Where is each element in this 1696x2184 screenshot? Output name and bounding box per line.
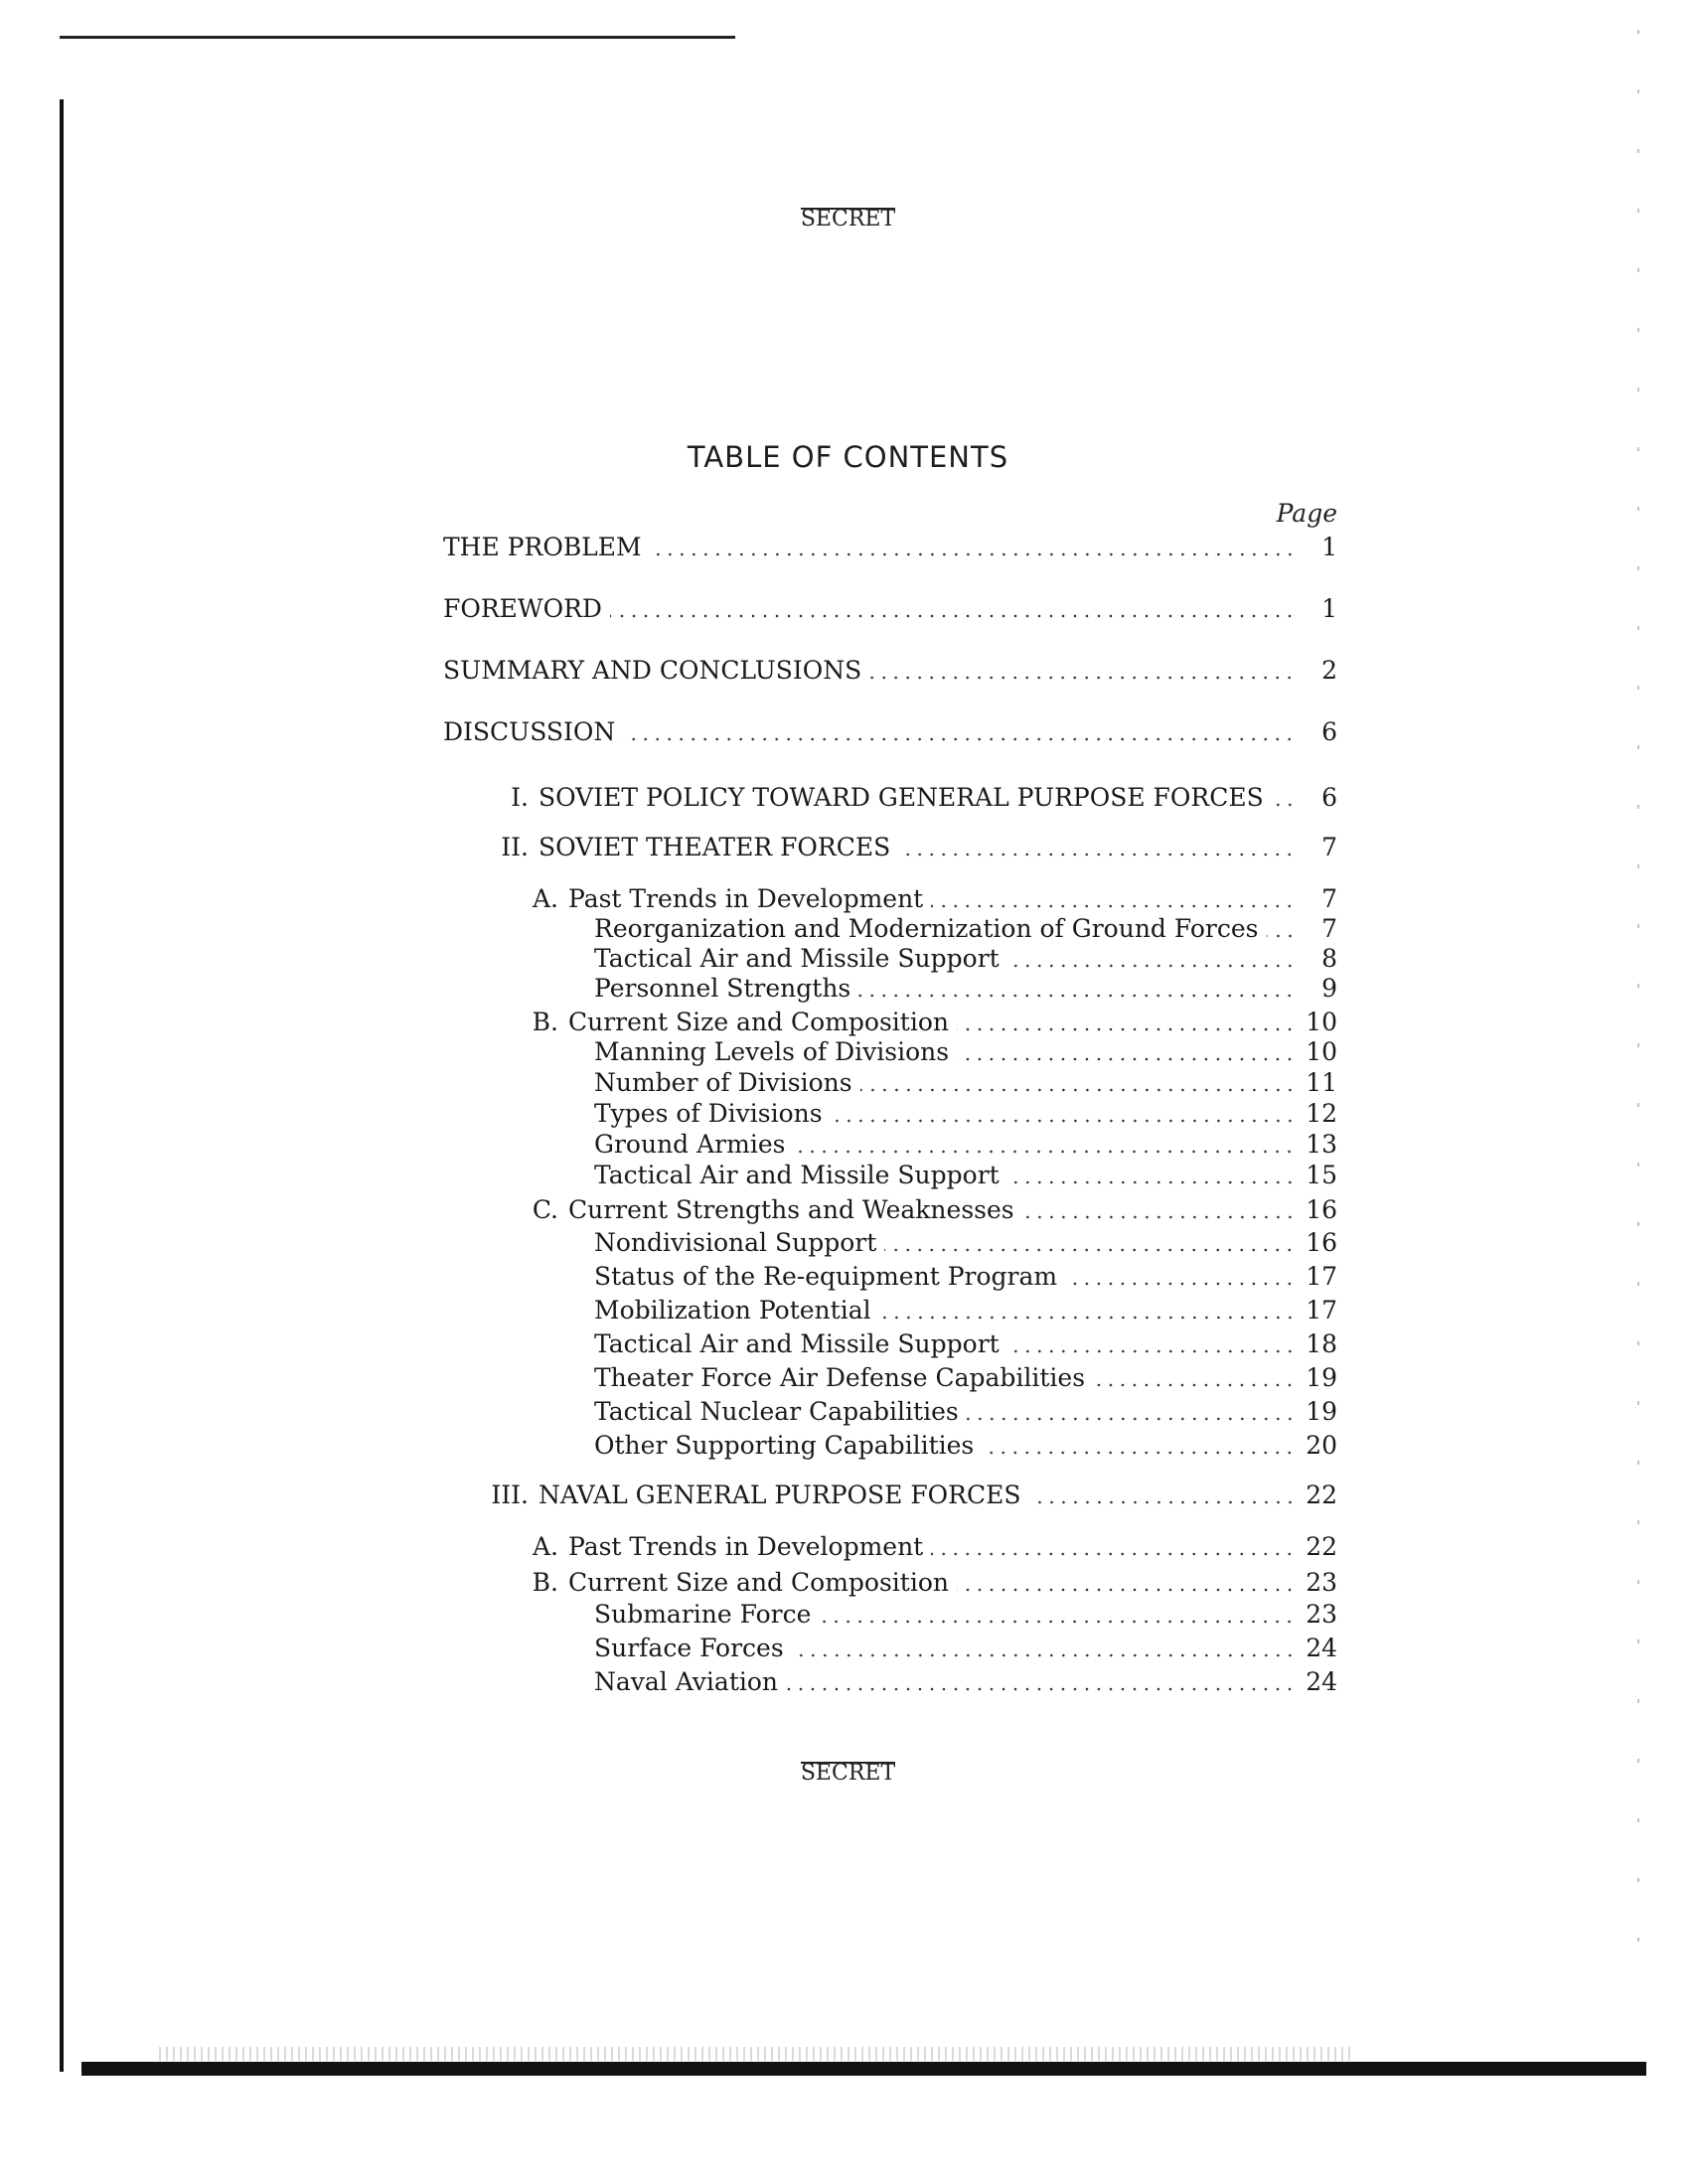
toc-entry-page: 23 — [1306, 1600, 1337, 1629]
toc-entry-page: 1 — [1321, 594, 1337, 623]
dot-leader — [610, 614, 1296, 618]
toc-entry-title: Mobilization Potential — [594, 1296, 871, 1325]
toc-entry-page: 17 — [1306, 1262, 1337, 1291]
toc-entry[interactable] — [467, 1481, 1337, 1510]
toc-entry-title: Manning Levels of Divisions — [594, 1037, 950, 1066]
dot-leader — [623, 737, 1296, 741]
toc-entry[interactable] — [521, 884, 1337, 914]
dot-leader — [884, 1248, 1296, 1252]
toc-entry-title: SUMMARY AND CONCLUSIONS — [443, 656, 862, 685]
toc-entry-page: 17 — [1306, 1296, 1337, 1325]
toc-entry-page: 22 — [1306, 1532, 1337, 1561]
toc-entry-page: 11 — [1306, 1068, 1337, 1097]
toc-entry-page: 7 — [1321, 833, 1337, 861]
dot-leader — [1267, 934, 1297, 938]
toc-entry-page: 6 — [1321, 783, 1337, 812]
toc-entry[interactable] — [433, 717, 1337, 747]
toc-entry-title: NAVAL GENERAL PURPOSE FORCES — [539, 1481, 1021, 1509]
dot-leader — [869, 676, 1296, 680]
page-title: TABLE OF CONTENTS — [687, 440, 1009, 475]
dot-leader — [1272, 803, 1296, 807]
dot-leader — [858, 994, 1296, 998]
dot-leader — [982, 1451, 1296, 1455]
toc-entry-title: Tactical Air and Missile Support — [594, 1329, 1000, 1358]
toc-entry-page: 9 — [1321, 974, 1337, 1003]
dot-leader — [1093, 1383, 1296, 1387]
toc-entry-page: 19 — [1306, 1397, 1337, 1426]
toc-entry-title: THE PROBLEM — [443, 533, 642, 561]
dot-leader — [931, 1552, 1296, 1556]
toc-entry-title: Reorganization and Modernization of Ground Forces — [594, 914, 1259, 943]
toc-entry[interactable] — [594, 1667, 1337, 1697]
toc-entry-page: 7 — [1321, 914, 1337, 943]
toc-entry-title: Other Supporting Capabilities — [594, 1431, 975, 1460]
toc-entry[interactable] — [594, 1228, 1337, 1258]
dot-leader — [898, 853, 1296, 857]
dot-leader — [650, 552, 1296, 556]
toc-entry[interactable] — [594, 1262, 1337, 1292]
dot-leader — [957, 1057, 1296, 1061]
toc-entry-page: 7 — [1321, 884, 1337, 913]
dot-leader — [1065, 1282, 1296, 1286]
dot-leader — [793, 1150, 1296, 1154]
toc-entry-page: 10 — [1306, 1008, 1337, 1036]
toc-entry-title: Status of the Re-equipment Program — [594, 1262, 1058, 1291]
toc-entry-title: Current Size and Composition — [568, 1008, 949, 1036]
dot-leader — [1022, 1215, 1296, 1219]
dot-leader — [957, 1588, 1296, 1592]
toc-entry[interactable] — [467, 833, 1337, 862]
dot-leader — [1029, 1500, 1297, 1504]
toc-entry-page: 23 — [1306, 1568, 1337, 1597]
toc-entry-page: 18 — [1306, 1329, 1337, 1358]
toc-entry-title: Tactical Air and Missile Support — [594, 944, 1000, 973]
toc-entry-title: Current Strengths and Weaknesses — [568, 1195, 1014, 1224]
toc-entry-number: C. — [532, 1195, 558, 1224]
toc-entry-page: 20 — [1306, 1431, 1337, 1460]
toc-entry-page: 16 — [1306, 1228, 1337, 1257]
toc-entry-title: Nondivisional Support — [594, 1228, 877, 1257]
toc-entry-page: 16 — [1306, 1195, 1337, 1224]
dot-leader — [1007, 964, 1296, 968]
footer-classification — [0, 1761, 1696, 1786]
toc-entry[interactable] — [594, 1037, 1337, 1067]
toc-entry[interactable] — [521, 1008, 1337, 1037]
toc-entry[interactable] — [521, 1532, 1337, 1562]
footer-classification-text: SECRET — [800, 1761, 896, 1786]
toc-entry-title: Tactical Nuclear Capabilities — [594, 1397, 959, 1426]
page-column-label: Page — [1276, 499, 1337, 528]
toc-entry-page: 12 — [1306, 1099, 1337, 1128]
toc-entry-title: Submarine Force — [594, 1600, 812, 1629]
dot-leader — [831, 1119, 1296, 1123]
toc-entry-title: SOVIET THEATER FORCES — [539, 833, 891, 861]
toc-entry-number: I. — [511, 783, 529, 812]
toc-entry-title: Types of Divisions — [594, 1099, 823, 1128]
toc-entry-title: Past Trends in Development — [568, 1532, 924, 1561]
dot-leader — [931, 904, 1296, 908]
toc-entry-title: Past Trends in Development — [568, 884, 924, 913]
toc-entry-page: 22 — [1306, 1481, 1337, 1509]
toc-entry-page: 13 — [1306, 1130, 1337, 1159]
toc-entry-page: 15 — [1306, 1161, 1337, 1189]
dot-leader — [957, 1027, 1296, 1031]
toc-entry-title: Personnel Strengths — [594, 974, 851, 1003]
toc-entry[interactable] — [433, 594, 1337, 624]
toc-entry[interactable] — [594, 1161, 1337, 1190]
toc-entry-title: Number of Divisions — [594, 1068, 852, 1097]
toc-entry-number: III. — [491, 1481, 529, 1509]
toc-entry[interactable] — [467, 783, 1337, 813]
toc-entry[interactable] — [594, 1099, 1337, 1129]
toc-entry-number: B. — [532, 1568, 558, 1597]
toc-entry[interactable] — [594, 974, 1337, 1004]
toc-entry[interactable] — [433, 656, 1337, 686]
toc-entry[interactable] — [594, 1130, 1337, 1160]
dot-leader — [967, 1417, 1296, 1421]
toc-entry[interactable] — [594, 944, 1337, 974]
toc-entry-page: 6 — [1321, 717, 1337, 746]
toc-entry-number: II. — [501, 833, 529, 861]
toc-entry-page: 8 — [1321, 944, 1337, 973]
toc-entry[interactable] — [433, 533, 1337, 562]
toc-entry-title: FOREWORD — [443, 594, 602, 623]
toc-entry-title: Naval Aviation — [594, 1667, 779, 1696]
dot-leader — [879, 1316, 1296, 1320]
toc-entry-number: A. — [532, 884, 558, 913]
toc-entry[interactable] — [594, 1431, 1337, 1461]
toc-entry-title: Tactical Air and Missile Support — [594, 1161, 1000, 1189]
header-classification-text: SECRET — [800, 207, 896, 232]
toc-entry[interactable] — [594, 1397, 1337, 1427]
toc-entry[interactable] — [594, 1296, 1337, 1326]
dot-leader — [819, 1620, 1296, 1624]
dot-leader — [792, 1653, 1296, 1657]
toc-entry-page: 24 — [1306, 1667, 1337, 1696]
dot-leader — [1007, 1180, 1296, 1184]
toc-entry-page: 2 — [1321, 656, 1337, 685]
toc-entry[interactable] — [521, 1568, 1337, 1598]
toc-entry[interactable] — [594, 1363, 1337, 1393]
toc-entry-title: Surface Forces — [594, 1634, 784, 1662]
toc-entry-title: DISCUSSION — [443, 717, 616, 746]
toc-entry[interactable] — [594, 1068, 1337, 1098]
toc-entry-page: 24 — [1306, 1634, 1337, 1662]
toc-entry-title: Theater Force Air Defense Capabilities — [594, 1363, 1086, 1392]
toc-entry-page: 19 — [1306, 1363, 1337, 1392]
toc-entry[interactable] — [594, 914, 1337, 944]
dot-leader — [1007, 1349, 1296, 1353]
toc-entry-page: 1 — [1321, 533, 1337, 561]
toc-entry-page: 10 — [1306, 1037, 1337, 1066]
toc-entry[interactable] — [594, 1600, 1337, 1630]
toc-entry[interactable] — [521, 1195, 1337, 1225]
toc-entry-number: A. — [532, 1532, 558, 1561]
toc-entry-title: Ground Armies — [594, 1130, 786, 1159]
toc-entry[interactable] — [594, 1329, 1337, 1359]
dot-leader — [786, 1687, 1296, 1691]
toc-entry[interactable] — [594, 1634, 1337, 1663]
dot-leader — [860, 1088, 1296, 1092]
toc-entry-title: Current Size and Composition — [568, 1568, 949, 1597]
toc-entry-number: B. — [532, 1008, 558, 1036]
toc-entry-title: SOVIET POLICY TOWARD GENERAL PURPOSE FORCES — [539, 783, 1264, 812]
